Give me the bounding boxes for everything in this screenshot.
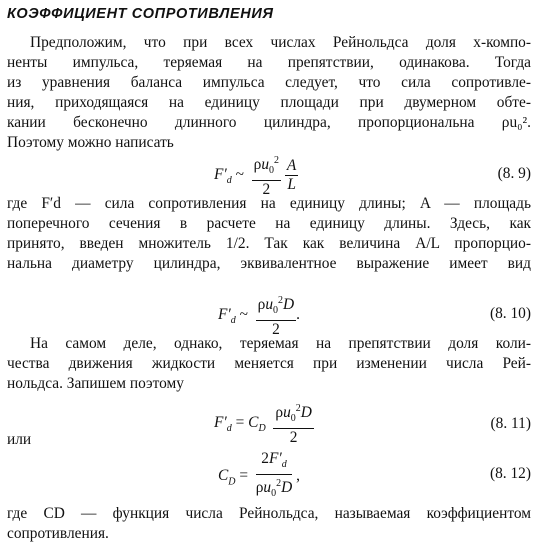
text-line: сопротивления. [7,525,109,542]
equation-body: $F'_d$ ~ $\frac{\rho u_0^2}{2}$ $\frac{A}{L}$ [214,152,298,199]
equation-number: (8. 11) [490,415,531,432]
text-line: Поэтому можно написать [7,134,174,151]
connector-text [7,430,531,450]
text-line: принято, введен множитель 1/2. Так как величина A/L пропорцио- [7,235,531,252]
paragraph-1 [7,33,531,153]
equation-number: (8. 12) [489,465,531,482]
text-line: кании бесконечно длинного цилиндра, пропорциональна ρu₀². [7,114,531,131]
text-line: Предположим, что при всех числах Рейнольдса доля x-компо- [30,34,531,51]
equation-8-10 [0,288,539,340]
equation-body: $F'_d = C_D$ $\frac{\rho u_0^2D}{2}$ [214,400,314,447]
equation-body: $C_D$ = $\frac{2F'_d}{\rho u_0^2D}$ , [218,450,300,500]
section-title: КОЭФФИЦИЕНТ СОПРОТИВЛЕНИЯ [7,6,274,22]
paragraph-2 [7,194,531,274]
equation-number: (8. 10) [489,305,531,322]
text-line: или [7,431,32,448]
text-line: ненты импульса, теряемая на препятствии, одинакова. Тогда [7,54,531,71]
equation-8-9 [0,148,539,200]
paragraph-3 [7,334,531,394]
equation-body: $F'_d$ ~ $\frac{\rho u_0^2D}{2}$ . [218,292,300,339]
text-line: где F′d — сила сопротивления на единицу длины; A — площадь [7,195,531,212]
equation-8-12 [0,448,539,500]
text-line: На самом деле, однако, теряемая на препятствии доля коли- [30,335,531,352]
text-line: нольдса. Запишем поэтому [7,375,184,392]
equation-number: (8. 9) [497,165,531,182]
text-line: ния, приходящаяся на единицу площади при двумерном обте- [7,94,531,111]
text-line: где CD — функция числа Рейнольдса, называемая коэффициентом [7,505,531,522]
paragraph-4 [7,504,531,544]
text-line: нальна диаметру цилиндра, эквивалентное выражение имеет вид [7,255,531,272]
text-line: из уравнения баланса импульса следует, что сила сопротивле- [7,74,531,91]
text-line: поперечного сечения в расчете на единицу длины. Здесь, как [7,215,531,232]
text-line: чества движения жидкости меняется при изменении числа Рей- [7,355,531,372]
